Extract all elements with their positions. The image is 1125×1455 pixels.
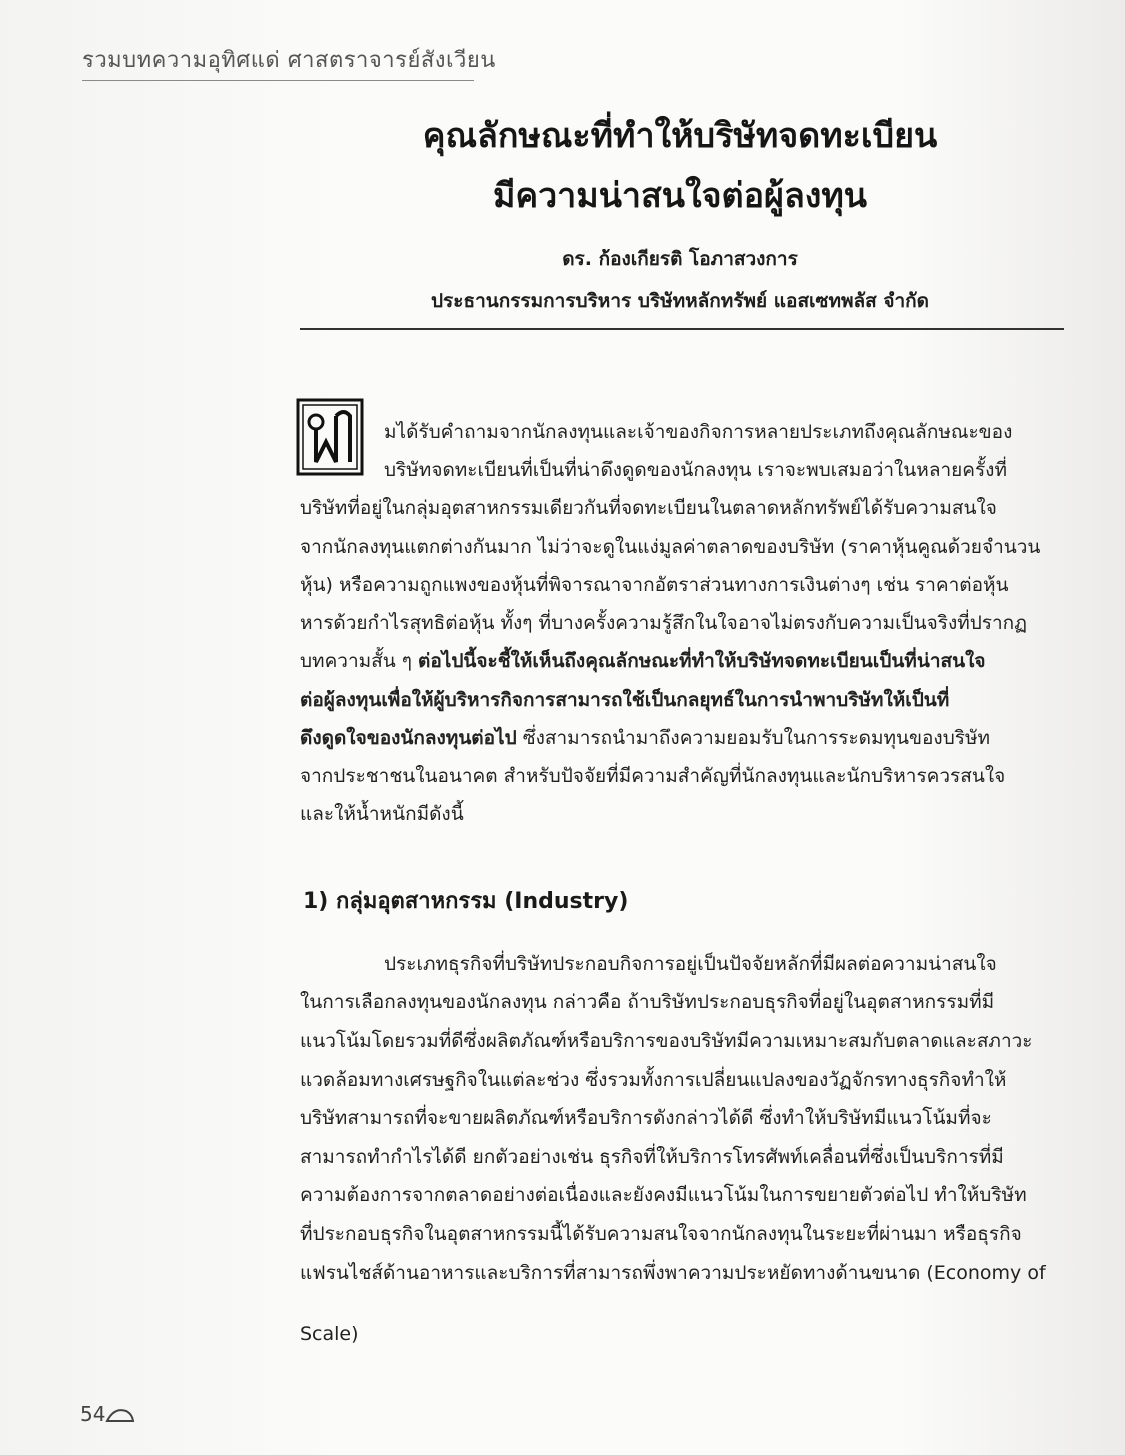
paragraph-emphasis: ต่อไปนี้จะชี้ให้เห็นถึงคุณลักษณะที่ทำให้บริษัทจดทะเบียนเป็นที่น่าสนใจ <box>418 650 986 672</box>
paragraph-line: หุ้น) หรือความถูกแพงของหุ้นที่พิจารณาจากอัตราส่วนทางการเงินต่างๆ เช่น ราคาต่อหุ้น <box>300 574 1009 596</box>
paragraph-line: แนวโน้มโดยรวมที่ดีซึ่งผลิตภัณฑ์หรือบริการของบริษัทมีความเหมาะสมกับตลาดและสภาวะ <box>300 1030 1033 1052</box>
paragraph-line: จากประชาชนในอนาคต สำหรับปัจจัยที่มีความสำคัญที่นักลงทุนและนักบริหารควรสนใจ <box>300 765 1006 787</box>
paragraph-line: แฟรนไชส์ด้านอาหารและบริการที่สามารถพึ่งพาความประหยัดทางด้านขนาด (Economy of <box>300 1262 1046 1284</box>
author-affiliation: ประธานกรรมการบริหาร บริษัทหลักทรัพย์ แอสเซทพลัส จำกัด <box>431 290 929 312</box>
paragraph-line: ที่ประกอบธุรกิจในอุตสาหกรรมนี้ได้รับความสนใจจากนักลงทุนในระยะที่ผ่านมา หรือธุรกิจ <box>300 1223 1022 1245</box>
paragraph-line: Scale) <box>300 1323 359 1345</box>
paragraph-line <box>300 724 1085 752</box>
paragraph-text: บทความสั้น ๆ <box>300 650 419 672</box>
running-header: รวมบทความอุทิศแด่ ศาสตราจารย์สังเวียน <box>82 48 496 73</box>
article-title-line-2: มีความน่าสนใจต่อผู้ลงทุน <box>492 176 868 216</box>
paragraph-line: สามารถทำกำไรได้ดี ยกตัวอย่างเช่น ธุรกิจที่ให้บริการโทรศัพท์เคลื่อนที่ซึ่งเป็นบริการที่มี <box>300 1146 1004 1168</box>
section-heading: 1) กลุ่มอุตสาหกรรม (Industry) <box>303 889 629 914</box>
paragraph-line: ในการเลือกลงทุนของนักลงทุน กล่าวคือ ถ้าบริษัทประกอบธุรกิจที่อยู่ในอุตสาหกรรมที่มี <box>300 991 995 1013</box>
paragraph-line: ประเภทธุรกิจที่บริษัทประกอบกิจการอยู่เป็นปัจจัยหลักที่มีผลต่อความน่าสนใจ <box>384 953 997 975</box>
paragraph-line: หารด้วยกำไรสุทธิต่อหุ้น ทั้งๆ ที่บางครั้งความรู้สึกในใจอาจไม่ตรงกับความเป็นจริงที่ปรากฏ <box>300 612 1027 634</box>
paragraph-line: บริษัทสามารถที่จะขายผลิตภัณฑ์หรือบริการดังกล่าวได้ดี ซึ่งทำให้บริษัทมีแนวโน้มที่จะ <box>300 1107 992 1129</box>
paragraph-line: บริษัทจดทะเบียนที่เป็นที่น่าดึงดูดของนักลงทุน เราจะพบเสมอว่าในหลายครั้งที่ <box>384 459 1007 481</box>
paragraph-line: มได้รับคำถามจากนักลงทุนและเจ้าของกิจการหลายประเภทถึงคุณลักษณะของ <box>384 421 1013 443</box>
title-rule <box>300 328 1064 330</box>
article-title-line-1: คุณลักษณะที่ทำให้บริษัทจดทะเบียน <box>422 116 938 156</box>
paragraph-line: จากนักลงทุนแตกต่างกันมาก ไม่ว่าจะดูในแง่มูลค่าตลาดของบริษัท (ราคาหุ้นคูณด้วยจำนวน <box>300 536 1041 558</box>
paragraph-text: ซึ่งสามารถนำมาถึงความยอมรับในการระดมทุนของบริษัท <box>516 727 991 749</box>
drop-cap-ornament <box>296 398 364 476</box>
author-name: ดร. ก้องเกียรติ โอภาสวงการ <box>562 248 798 270</box>
paragraph-line: แวดล้อมทางเศรษฐกิจในแต่ละช่วง ซึ่งรวมทั้งการเปลี่ยนแปลงของวัฏจักรทางธุรกิจทำให้ <box>300 1069 1007 1091</box>
paragraph-line <box>300 647 1085 675</box>
page-number: 54 <box>80 1402 106 1426</box>
header-rule <box>82 80 474 81</box>
paragraph-emphasis: ดึงดูดใจของนักลงทุนต่อไป <box>300 727 517 749</box>
paragraph-line: และให้น้ำหนักมีดังนี้ <box>300 803 464 825</box>
paragraph-line: ความต้องการจากตลาดอย่างต่อเนื่องและยังคงมีแนวโน้มในการขยายตัวต่อไป ทำให้บริษัท <box>300 1184 1027 1206</box>
paragraph-line-bold: ต่อผู้ลงทุนเพื่อให้ผู้บริหารกิจการสามารถใช้เป็นกลยุทธ์ในการนำพาบริษัทให้เป็นที่ <box>300 689 950 711</box>
paragraph-line: บริษัทที่อยู่ในกลุ่มอุตสาหกรรมเดียวกันที่จดทะเบียนในตลาดหลักทรัพย์ได้รับความสนใจ <box>300 497 997 519</box>
page-ornament-icon <box>104 1405 136 1425</box>
